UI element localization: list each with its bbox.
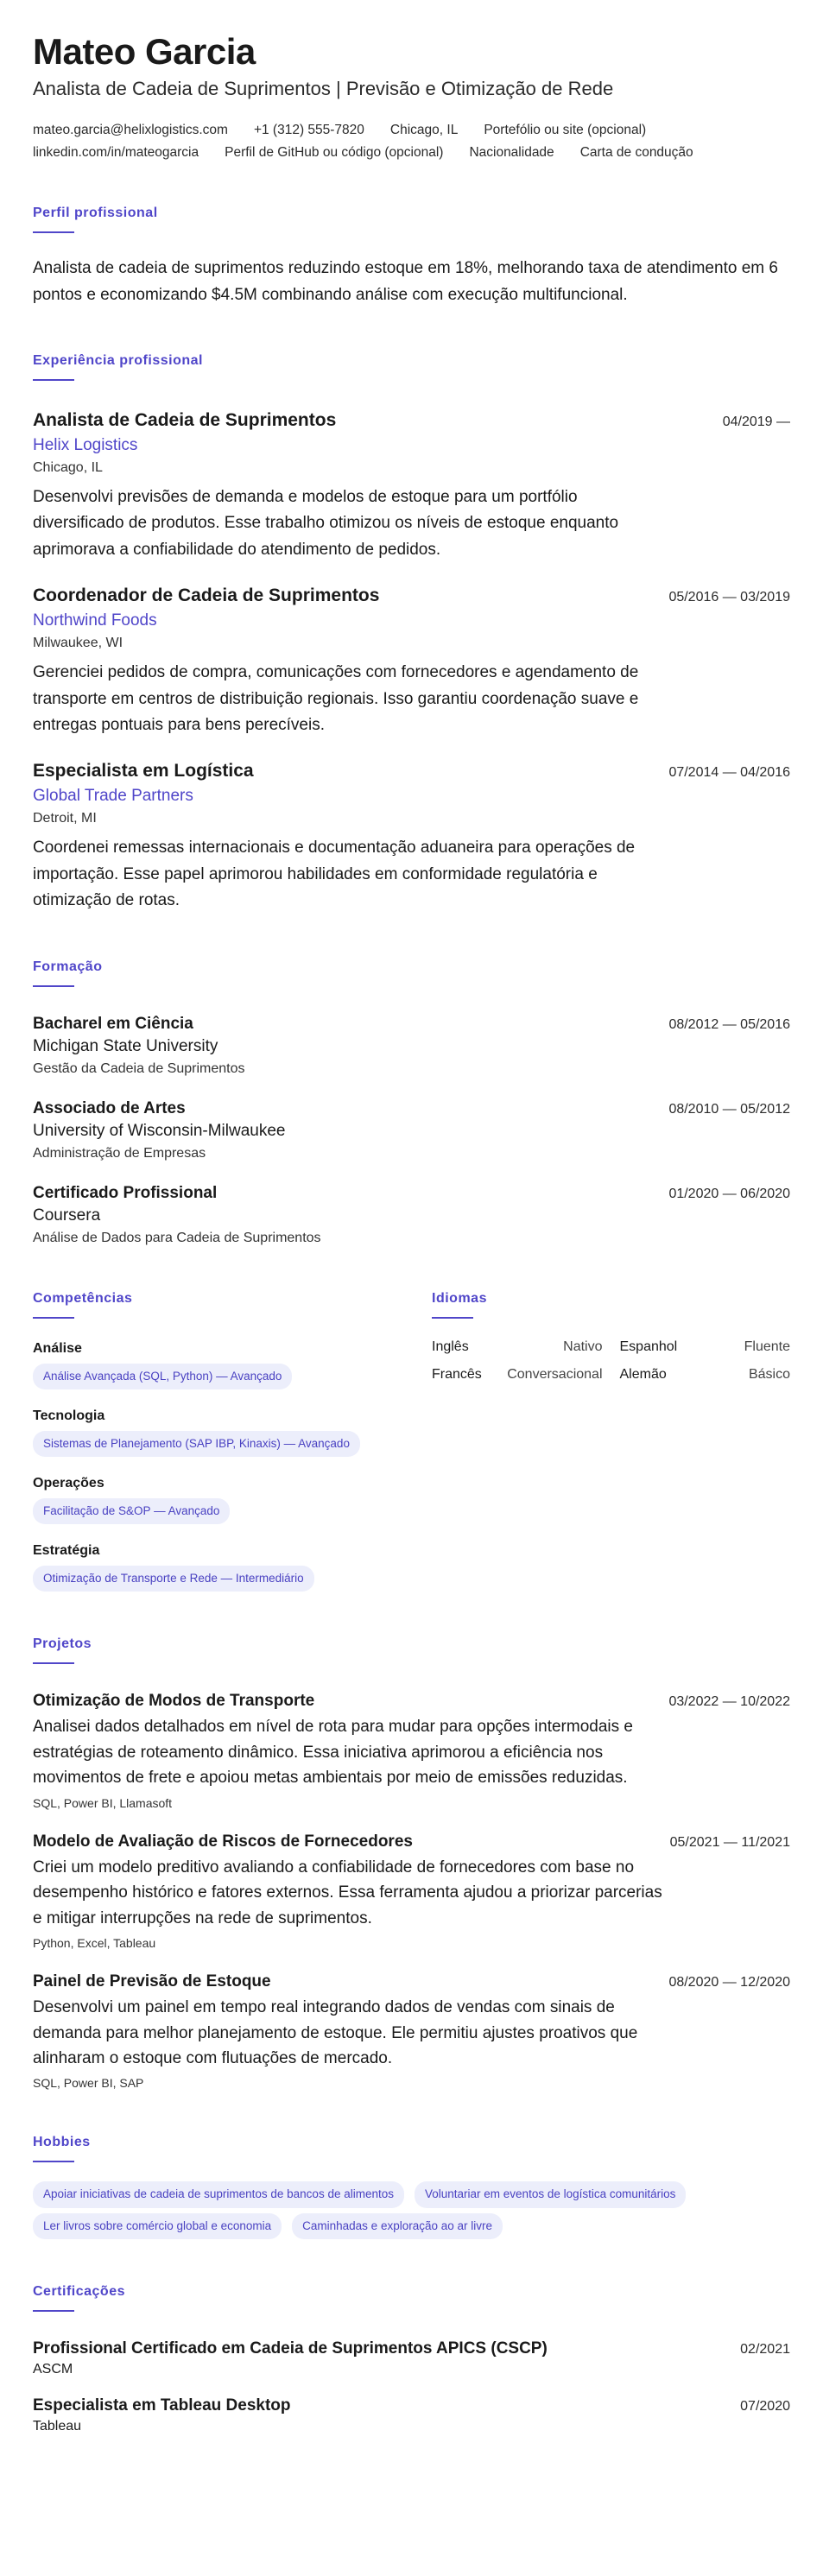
- company-name: Global Trade Partners: [33, 787, 193, 806]
- resume-header: [33, 31, 790, 161]
- project-description: Analisei dados detalhados em nível de rota para mudar para opções intermodais e estratégias de roteamento dinâmico. Essa iniciativa aprimorou a eficiência nos movimentos de frete e apoiou metas ambientais por meio de emissões reduzidas.: [33, 1718, 633, 1788]
- experience-section: [33, 353, 790, 915]
- degree-title: Certificado Profissional: [33, 1183, 218, 1202]
- section-title: Competências: [33, 1290, 133, 1306]
- certification-item: [33, 2339, 790, 2377]
- profile-section: [33, 206, 790, 308]
- certification-name: Profissional Certificado em Cadeia de Suprimentos APICS (CSCP): [33, 2339, 548, 2358]
- hobbies-section: [33, 2135, 790, 2238]
- school-name: Michigan State University: [33, 1036, 218, 1055]
- hobby-list: [33, 2181, 790, 2238]
- skills-languages-row: [33, 1291, 790, 1592]
- education-dates: 01/2020 — 06/2020: [668, 1186, 790, 1201]
- study-field: Análise de Dados para Cadeia de Suprimentos: [33, 1230, 321, 1245]
- section-divider: [33, 2161, 74, 2162]
- education-item: [33, 1015, 790, 1077]
- contact-portfolio[interactable]: Portefólio ou site (opcional): [484, 123, 647, 138]
- education-dates: 08/2012 — 05/2016: [668, 1016, 790, 1032]
- section-divider: [432, 1317, 473, 1319]
- project-description: Criei um modelo preditivo avaliando a confiabilidade de fornecedores com base no desempenho histórico e fatores externos. Essa ferramenta ajudou a priorizar parcerias e mitigar interrupções na rede de suprimentos.: [33, 1858, 662, 1927]
- job-description: Gerenciei pedidos de compra, comunicações com fornecedores e agendamento de transporte em centros de distribuição regionais. Isso garantiu coordenação suave e entregas pontuais para bens perecíveis.: [33, 663, 639, 735]
- hobby-chip: Ler livros sobre comércio global e economia: [33, 2213, 282, 2239]
- languages-section: [432, 1291, 790, 1592]
- project-name: Modelo de Avaliação de Riscos de Fornecedores: [33, 1832, 413, 1851]
- certification-item: [33, 2396, 790, 2434]
- contact-phone[interactable]: +1 (312) 555-7820: [253, 123, 364, 138]
- school-name: Coursera: [33, 1206, 101, 1225]
- language-list: [432, 1339, 790, 1383]
- certification-date: 02/2021: [740, 2341, 790, 2357]
- skill-chip: Facilitação de S&OP — Avançado: [33, 1498, 230, 1524]
- contact-location: Chicago, IL: [389, 123, 459, 138]
- job-location: Milwaukee, WI: [33, 636, 123, 651]
- project-dates: 05/2021 — 11/2021: [669, 1834, 790, 1850]
- job-location: Chicago, IL: [33, 460, 103, 476]
- candidate-headline: Analista de Cadeia de Suprimentos | Previsão e Otimização de Rede: [33, 78, 614, 100]
- degree-title: Bacharel em Ciência: [33, 1014, 193, 1033]
- experience-item: [33, 585, 790, 738]
- skill-group: [33, 1408, 397, 1457]
- project-item: [33, 1692, 790, 1809]
- project-tools: SQL, Power BI, SAP: [33, 2076, 144, 2091]
- language-name: Inglês: [432, 1339, 469, 1354]
- hobby-chip: Apoiar iniciativas de cadeia de suprimentos de bancos de alimentos: [33, 2181, 404, 2207]
- education-section: [33, 959, 790, 1246]
- project-item: [33, 1832, 790, 1950]
- skill-group: [33, 1476, 397, 1524]
- skill-category: Estratégia: [33, 1543, 100, 1559]
- contact-email[interactable]: mateo.garcia@helixlogistics.com: [33, 123, 228, 138]
- project-name: Otimização de Modos de Transporte: [33, 1692, 315, 1711]
- degree-title: Associado de Artes: [33, 1098, 186, 1117]
- section-divider: [33, 985, 74, 987]
- contact-list: [33, 123, 790, 161]
- skill-chip: Sistemas de Planejamento (SAP IBP, Kinaxis) — Avançado: [33, 1431, 360, 1457]
- language-name: Espanhol: [619, 1339, 678, 1354]
- job-title: Especialista em Logística: [33, 761, 254, 782]
- projects-section: [33, 1636, 790, 2090]
- skill-chip: Otimização de Transporte e Rede — Intermediário: [33, 1566, 314, 1592]
- hobby-chip: Voluntariar em eventos de logística comunitários: [415, 2181, 686, 2207]
- project-tools: SQL, Power BI, Llamasoft: [33, 1795, 173, 1810]
- study-field: Gestão da Cadeia de Suprimentos: [33, 1060, 245, 1076]
- language-level: Básico: [748, 1366, 790, 1382]
- project-tools: Python, Excel, Tableau: [33, 1936, 156, 1951]
- language-item: [620, 1367, 791, 1383]
- job-description: Desenvolvi previsões de demanda e modelos de estoque para um portfólio diversificado de produtos. Esse trabalho otimizou os níveis de estoque enquanto aprimorava a confiabilidade do atendimento de pedidos.: [33, 488, 619, 559]
- section-title: Hobbies: [33, 2135, 91, 2150]
- contact-driving-license: Carta de condução: [579, 145, 693, 161]
- language-level: Nativo: [563, 1339, 603, 1354]
- education-dates: 08/2010 — 05/2012: [668, 1101, 790, 1117]
- experience-item: [33, 761, 790, 914]
- section-divider: [33, 1662, 74, 1664]
- section-title: Formação: [33, 959, 103, 974]
- project-item: [33, 1972, 790, 2090]
- project-dates: 08/2020 — 12/2020: [668, 1975, 790, 1991]
- job-dates: 05/2016 — 03/2019: [668, 590, 790, 605]
- education-item: [33, 1184, 790, 1246]
- education-item: [33, 1099, 790, 1161]
- job-title: Coordenador de Cadeia de Suprimentos: [33, 585, 380, 606]
- section-title: Certificações: [33, 2283, 125, 2299]
- job-description: Coordenei remessas internacionais e documentação aduaneira para operações de importação. Esse papel aprimorou habilidades em conformidade regulatória e otimização de rotas.: [33, 839, 636, 910]
- section-title: Experiência profissional: [33, 353, 203, 369]
- profile-summary: Analista de cadeia de suprimentos reduzindo estoque em 18%, melhorando taxa de atendimento em 6 pontos e economizando $4.5M combinando análise com execução multifuncional.: [33, 259, 778, 304]
- project-name: Painel de Previsão de Estoque: [33, 1972, 271, 1991]
- study-field: Administração de Empresas: [33, 1145, 206, 1161]
- section-title: Perfil profissional: [33, 206, 158, 221]
- skill-group: [33, 1341, 397, 1389]
- language-name: Francês: [432, 1366, 482, 1382]
- company-name: Northwind Foods: [33, 611, 157, 630]
- language-level: Conversacional: [507, 1366, 603, 1382]
- language-item: [620, 1339, 791, 1355]
- section-divider: [33, 231, 74, 233]
- skill-category: Análise: [33, 1340, 82, 1356]
- project-dates: 03/2022 — 10/2022: [668, 1694, 790, 1710]
- job-dates: 04/2019 —: [722, 415, 790, 430]
- certification-issuer: ASCM: [33, 2361, 73, 2377]
- section-divider: [33, 1317, 74, 1319]
- skill-category: Operações: [33, 1476, 104, 1491]
- candidate-name: Mateo Garcia: [33, 31, 256, 72]
- certification-date: 07/2020: [740, 2398, 790, 2414]
- language-item: [432, 1367, 603, 1383]
- job-dates: 07/2014 — 04/2016: [668, 765, 790, 781]
- hobby-chip: Caminhadas e exploração ao ar livre: [292, 2213, 503, 2239]
- skill-chip: Análise Avançada (SQL, Python) — Avançado: [33, 1364, 292, 1389]
- section-title: Idiomas: [432, 1290, 487, 1306]
- skill-group: [33, 1543, 397, 1592]
- contact-nationality: Nacionalidade: [469, 145, 554, 161]
- job-location: Detroit, MI: [33, 811, 97, 826]
- school-name: University of Wisconsin-Milwaukee: [33, 1121, 286, 1140]
- section-title: Projetos: [33, 1636, 92, 1652]
- job-title: Analista de Cadeia de Suprimentos: [33, 410, 337, 431]
- section-divider: [33, 2310, 74, 2312]
- skills-section: [33, 1291, 397, 1592]
- experience-item: [33, 410, 790, 563]
- contact-linkedin[interactable]: linkedin.com/in/mateogarcia: [33, 145, 199, 161]
- language-level: Fluente: [744, 1339, 790, 1354]
- skill-category: Tecnologia: [33, 1408, 105, 1423]
- contact-github[interactable]: Perfil de GitHub ou código (opcional): [225, 145, 444, 161]
- certifications-section: [33, 2284, 790, 2434]
- certification-issuer: Tableau: [33, 2418, 82, 2434]
- project-description: Desenvolvi um painel em tempo real integrando dados de vendas com sinais de demanda para melhor planejamento de estoque. Ele permitiu ajustes proativos que alinharam o estoque com flutuações de mercado.: [33, 1998, 638, 2067]
- certification-name: Especialista em Tableau Desktop: [33, 2396, 291, 2415]
- language-item: [432, 1339, 603, 1355]
- company-name: Helix Logistics: [33, 436, 138, 455]
- language-name: Alemão: [619, 1366, 667, 1382]
- section-divider: [33, 379, 74, 381]
